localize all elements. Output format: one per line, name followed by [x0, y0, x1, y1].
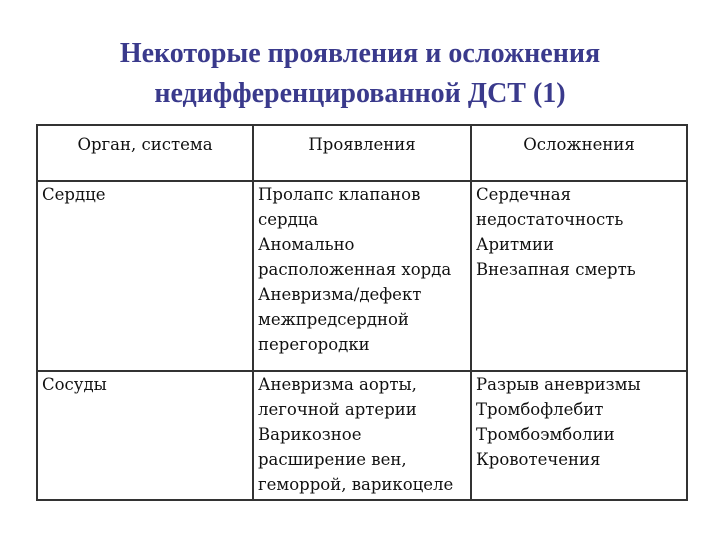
organ-name: Сосуды — [42, 375, 107, 394]
complications-cell — [471, 371, 687, 500]
complication-item: Внезапная смерть — [476, 260, 636, 279]
complication-item: Кровотечения — [476, 450, 601, 469]
slide-title-line-2: недифференцированной ДСТ (1) — [154, 78, 566, 109]
complication-item: Сердечная недостаточность — [476, 185, 624, 229]
complication-item: Разрыв аневризмы — [476, 375, 641, 394]
manifestation-item: Аневризма/дефект межпредсердной перегородки — [258, 285, 422, 354]
manifestations-cell — [253, 371, 471, 500]
slide-title — [40, 34, 680, 114]
slide-title-line-1: Некоторые проявления и осложнения — [119, 38, 601, 69]
manifestation-item: Варикозное расширение вен, геморрой, варикоцеле — [258, 425, 454, 494]
manifestations-cell — [253, 181, 471, 371]
complication-item: Тромбоэмболии — [476, 425, 615, 444]
organ-cell — [37, 181, 253, 371]
manifestation-item: Пролапс клапанов сердца — [258, 185, 421, 229]
table-row — [37, 181, 687, 371]
organ-cell — [37, 371, 253, 500]
header-complications: Осложнения — [471, 125, 687, 181]
header-manifestations: Проявления — [253, 125, 471, 181]
manifestation-item: Аневризма аорты, легочной артерии — [258, 375, 417, 419]
table-row — [37, 371, 687, 500]
complication-item: Аритмии — [476, 235, 555, 254]
header-organ: Орган, система — [37, 125, 253, 181]
table-header-row — [37, 125, 687, 181]
complications-cell — [471, 181, 687, 371]
manifestation-item: Аномально расположенная хорда — [258, 235, 452, 279]
complication-item: Тромбофлебит — [476, 400, 604, 419]
organ-name: Сердце — [42, 185, 106, 204]
manifestations-table — [36, 124, 688, 501]
